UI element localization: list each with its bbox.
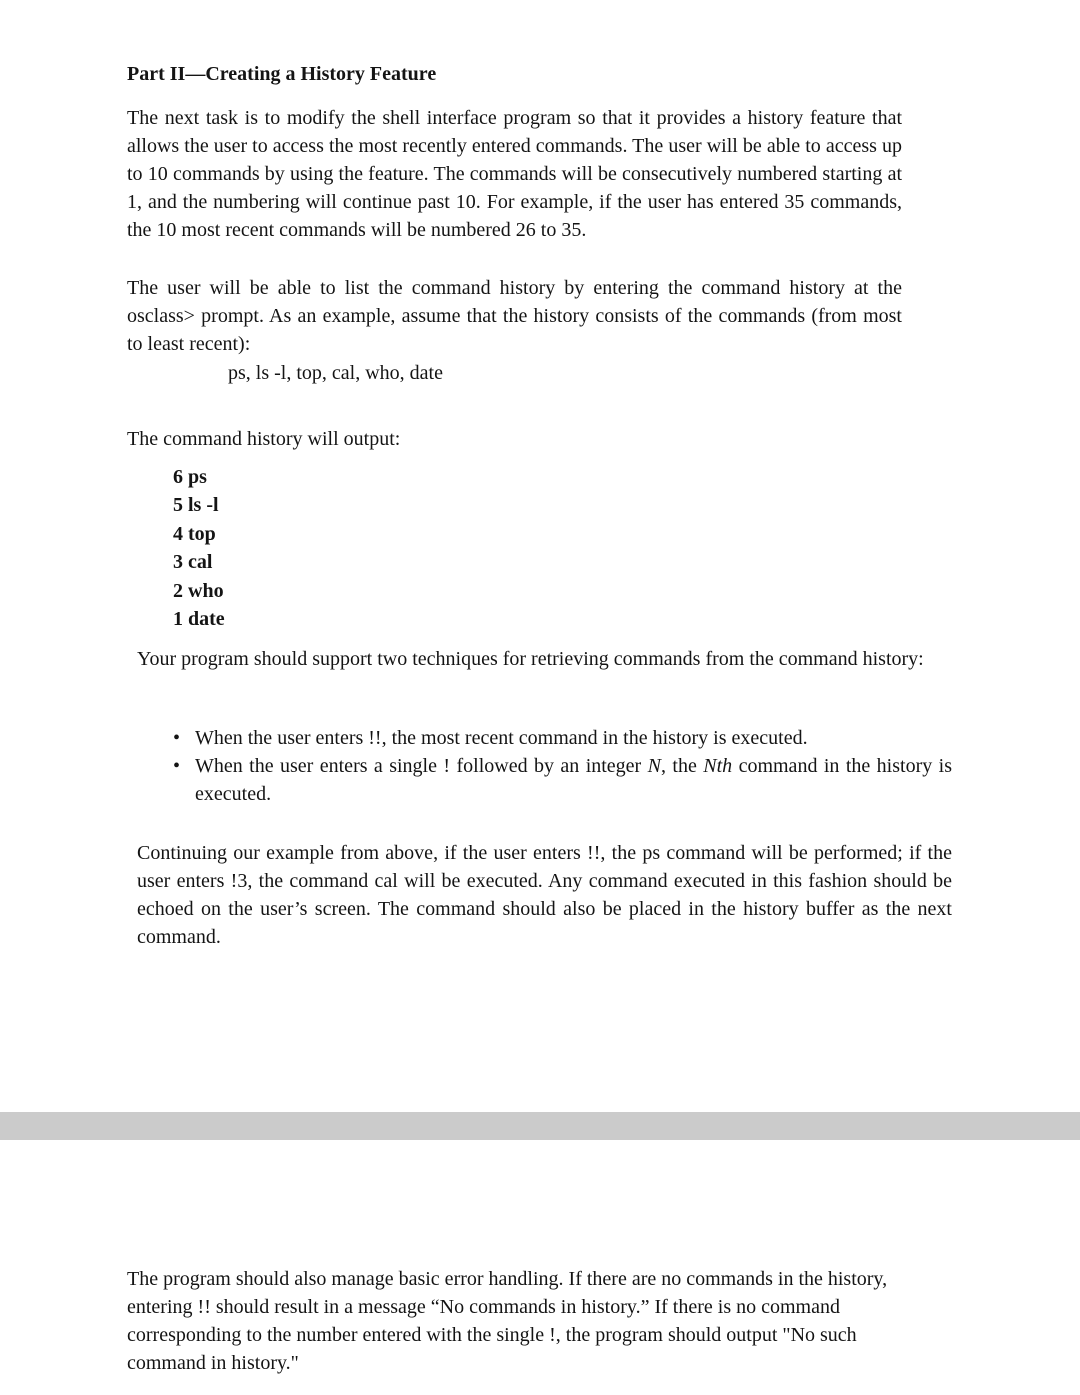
bullet-text: When the user enters !!, the most recent command in the history is executed. (195, 727, 808, 749)
history-output-intro: The command history will output: (127, 428, 401, 450)
example-command-list: ps, ls -l, top, cal, who, date (228, 362, 443, 384)
retrieval-techniques-list (137, 724, 952, 808)
history-listing-paragraph: The user will be able to list the command history by entering the command history at the osclass> prompt. As an example, assume that the history consists of the commands (from most to least recent): (127, 277, 902, 355)
history-output-item: 3 cal (173, 551, 213, 574)
bullet-icon: • (173, 755, 181, 777)
history-output-item: 6 ps (173, 466, 207, 488)
section-title: Part II—Creating a History Feature (127, 63, 437, 85)
example-continuation-paragraph: Continuing our example from above, if the user enters !!, the ps command will be performed; if the user enters !3, the command cal will be executed. Any command executed in this fashion should be echoed on the user’s screen. The command should also be placed in the history buffer as the next command. (137, 842, 952, 948)
error-handling-paragraph: The program should also manage basic error handling. If there are no commands in the history, entering !! should result in a message “No commands in history.” If there is no command corresponding to the number entered with the single !, the program should output "No such command in history." (127, 1268, 888, 1374)
page-divider (0, 1112, 1080, 1140)
bullet-text-part: command in the history is executed. (195, 755, 952, 805)
history-output-item: 2 who (173, 579, 224, 602)
bullet-text-part: , the (660, 755, 704, 777)
bullet-text-part: When the user enters a single ! followed by an integer (195, 755, 648, 777)
bullet-text-italic-n: N (647, 755, 661, 777)
bullet-item-double-bang (137, 724, 952, 752)
intro-paragraph: The next task is to modify the shell interface program so that it provides a history feature that allows the user to access the most recently entered commands. The user will be able to access up to 10 commands by using the feature. The commands will be consecutively numbered starting at 1, and the numbering will continue past 10. For example, if the user has entered 35 commands, the 10 most recent commands will be numbered 26 to 35. (127, 107, 902, 241)
bullet-item-single-bang (137, 752, 952, 808)
bullet-text-italic-nth: Nth (703, 755, 733, 777)
history-output-list (173, 463, 225, 633)
bullet-icon: • (173, 727, 181, 749)
retrieval-techniques-paragraph: Your program should support two techniques for retrieving commands from the command history: (137, 648, 924, 670)
history-output-item: 5 ls -l (173, 494, 219, 517)
history-output-item: 1 date (173, 607, 225, 630)
history-output-item: 4 top (173, 522, 216, 545)
